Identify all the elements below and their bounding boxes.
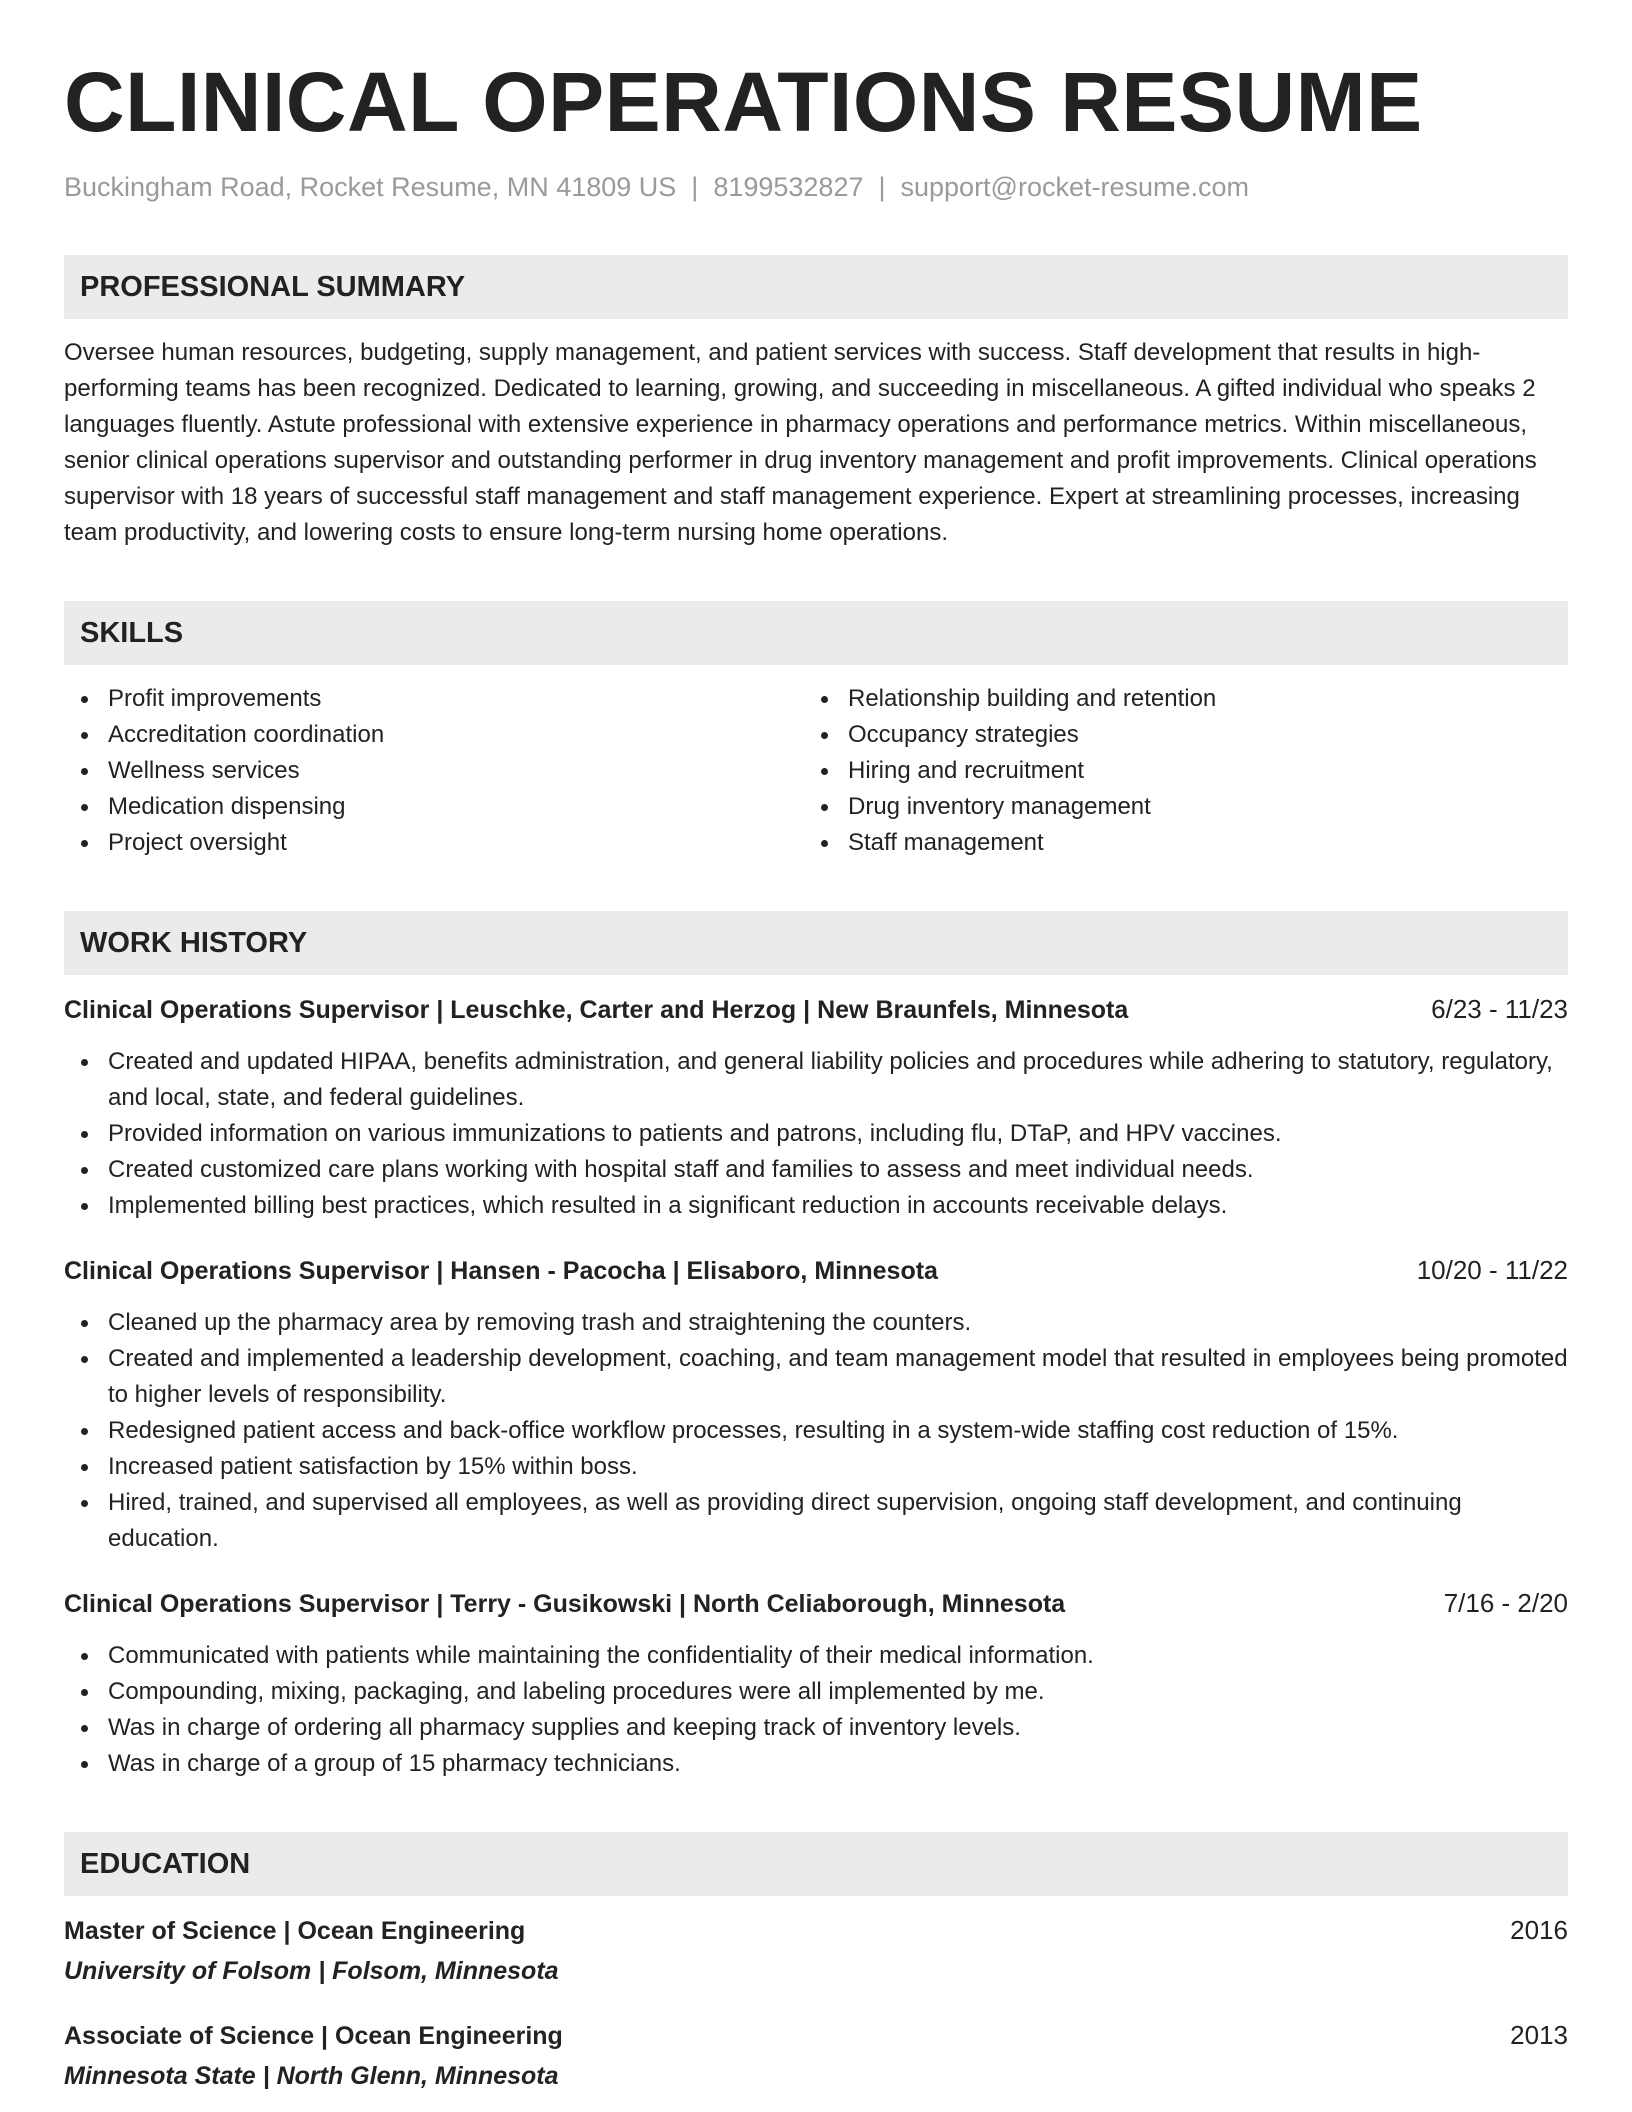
job-bullets [64, 1305, 1568, 1557]
skills-column-left [64, 681, 804, 861]
section-header-summary: PROFESSIONAL SUMMARY [64, 255, 1568, 319]
contact-separator: | [691, 172, 699, 203]
skill-item: Project oversight [64, 825, 804, 861]
section-header-work: WORK HISTORY [64, 911, 1568, 975]
skill-item: Profit improvements [64, 681, 804, 717]
job-bullets [64, 1638, 1568, 1782]
job-bullet: Created customized care plans working with hospital staff and families to assess and meet individual needs. [64, 1152, 1568, 1188]
skill-item: Relationship building and retention [804, 681, 1544, 717]
education-year: 2013 [1510, 2020, 1568, 2051]
job-bullet: Provided information on various immunizations to patients and patrons, including flu, DTaP, and HPV vaccines. [64, 1116, 1568, 1152]
skill-item: Medication dispensing [64, 789, 804, 825]
skill-item: Hiring and recruitment [804, 753, 1544, 789]
job-bullet: Cleaned up the pharmacy area by removing trash and straightening the counters. [64, 1305, 1568, 1341]
contact-email: support@rocket-resume.com [900, 172, 1250, 203]
job-bullet: Created and updated HIPAA, benefits administration, and general liability policies and procedures while adhering to statutory, regulatory, and local, state, and federal guidelines. [64, 1044, 1568, 1116]
job-bullet: Increased patient satisfaction by 15% within boss. [64, 1449, 1568, 1485]
job-entry [64, 991, 1568, 1224]
job-dates: 6/23 - 11/23 [1431, 994, 1568, 1025]
job-entry [64, 1252, 1568, 1557]
resume-title: CLINICAL OPERATIONS RESUME [64, 55, 1423, 149]
job-bullet: Communicated with patients while maintaining the confidentiality of their medical information. [64, 1638, 1568, 1674]
job-bullet: Was in charge of a group of 15 pharmacy technicians. [64, 1746, 1568, 1782]
education-header [64, 1912, 1568, 1949]
education-header [64, 2017, 1568, 2054]
skills-list [64, 681, 1568, 861]
job-dates: 10/20 - 11/22 [1416, 1255, 1568, 1286]
skill-item: Staff management [804, 825, 1544, 861]
job-bullet: Implemented billing best practices, which resulted in a significant reduction in accounts receivable delays. [64, 1188, 1568, 1224]
job-title: Clinical Operations Supervisor | Hansen - Pacocha | Elisaboro, Minnesota [64, 1257, 938, 1286]
job-title: Clinical Operations Supervisor | Terry - Gusikowski | North Celiaborough, Minnesota [64, 1590, 1066, 1619]
job-bullet: Was in charge of ordering all pharmacy supplies and keeping track of inventory levels. [64, 1710, 1568, 1746]
job-bullet: Redesigned patient access and back-office workflow processes, resulting in a system-wide staffing cost reduction of 15%. [64, 1413, 1568, 1449]
job-bullets [64, 1044, 1568, 1224]
job-title: Clinical Operations Supervisor | Leuschke, Carter and Herzog | New Braunfels, Minnesota [64, 996, 1129, 1025]
education-entry [64, 2017, 1568, 2094]
section-header-skills: SKILLS [64, 601, 1568, 665]
skill-item: Occupancy strategies [804, 717, 1544, 753]
education-school: Minnesota State | North Glenn, Minnesota [64, 2062, 559, 2091]
skill-item: Accreditation coordination [64, 717, 804, 753]
education-entry [64, 1912, 1568, 1989]
education-school: University of Folsom | Folsom, Minnesota [64, 1957, 559, 1986]
job-header [64, 991, 1568, 1028]
contact-address: Buckingham Road, Rocket Resume, MN 41809 US [64, 172, 677, 203]
job-dates: 7/16 - 2/20 [1443, 1588, 1568, 1619]
section-header-education: EDUCATION [64, 1832, 1568, 1896]
contact-line [64, 170, 1568, 205]
education-degree: Associate of Science | Ocean Engineering [64, 2022, 563, 2051]
job-header [64, 1252, 1568, 1289]
job-bullet: Hired, trained, and supervised all employees, as well as providing direct supervision, ongoing staff development, and continuing education. [64, 1485, 1568, 1557]
summary-text: Oversee human resources, budgeting, supply management, and patient services with success. Staff development that results in high-performing teams has been recognized. Dedicated to learning, growing, and succeeding in miscellaneous. A gifted individual who speaks 2 languages fluently. Astute professional with extensive experience in pharmacy operations and performance metrics. Within miscellaneous, senior clinical operations supervisor and outstanding performer in drug inventory management and profit improvements. Clinical operations supervisor with 18 years of successful staff management and staff management experience. Expert at streamlining processes, increasing team productivity, and lowering costs to ensure long-term nursing home operations. [64, 339, 1537, 547]
job-header [64, 1585, 1568, 1622]
skill-item: Wellness services [64, 753, 804, 789]
job-bullet: Created and implemented a leadership development, coaching, and team management model that resulted in employees being promoted to higher levels of responsibility. [64, 1341, 1568, 1413]
education-year: 2016 [1510, 1915, 1568, 1946]
contact-separator: | [878, 172, 886, 203]
contact-phone: 8199532827 [713, 172, 864, 203]
skill-item: Drug inventory management [804, 789, 1544, 825]
job-bullet: Compounding, mixing, packaging, and labeling procedures were all implemented by me. [64, 1674, 1568, 1710]
skills-column-right [804, 681, 1544, 861]
education-degree: Master of Science | Ocean Engineering [64, 1917, 526, 1946]
job-entry [64, 1585, 1568, 1782]
